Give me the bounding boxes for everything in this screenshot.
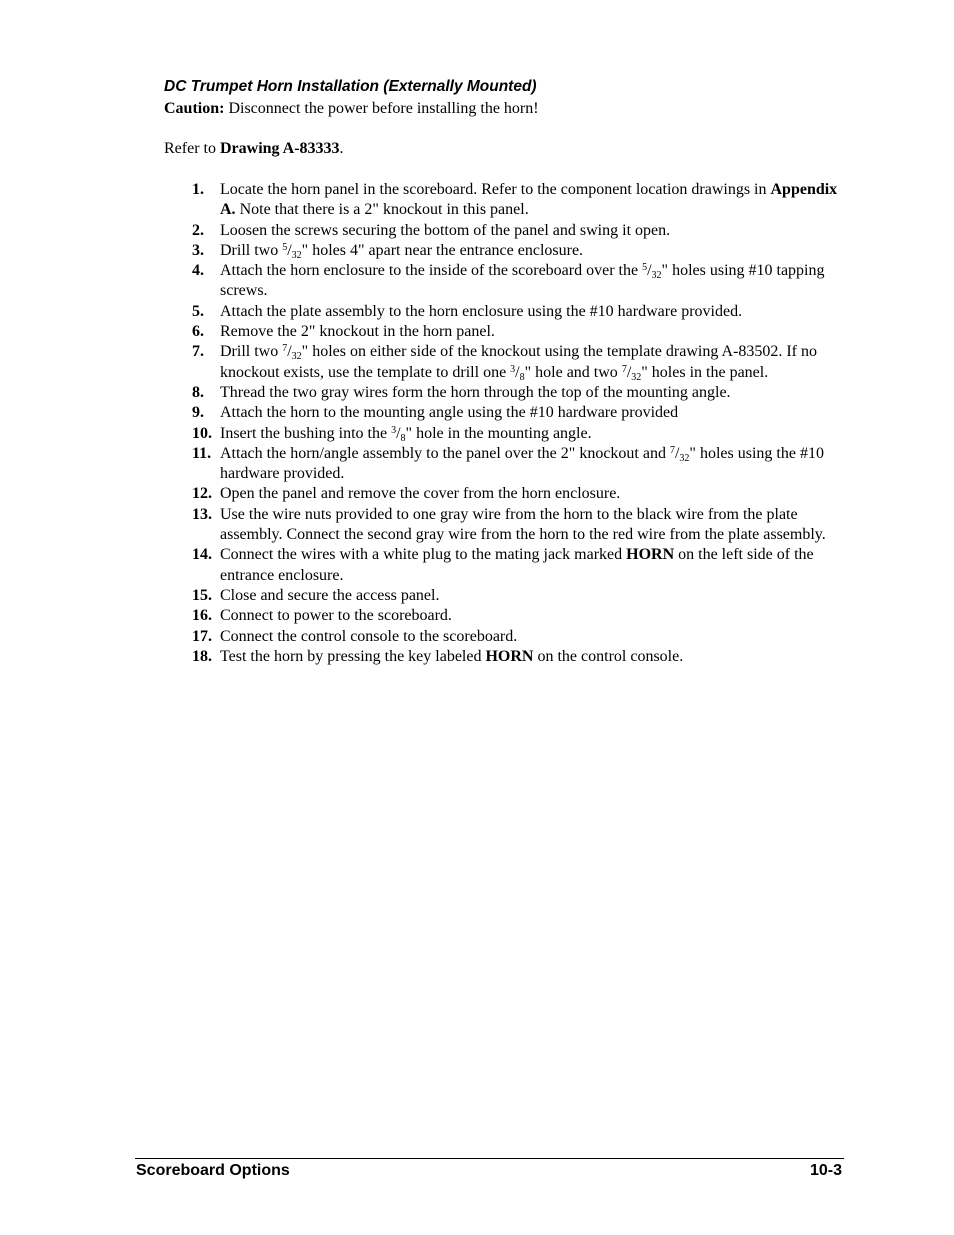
step-text: " holes 4" apart near the entrance enclosure. — [301, 241, 584, 259]
fraction-numerator: 3 — [510, 363, 516, 375]
step-text: Attach the horn/angle assembly to the panel over the 2" knockout and — [220, 444, 670, 462]
step-text: Thread the two gray wires form the horn through the top of the mounting angle. — [220, 383, 731, 401]
step-number: 14. — [192, 546, 212, 564]
step-text: / — [626, 363, 632, 381]
footer-page-number: 10-3 — [809, 1162, 842, 1179]
bold-term: HORN — [485, 647, 534, 665]
step-number: 9. — [192, 404, 204, 422]
fraction-numerator: 7 — [621, 363, 627, 375]
step-number: 11. — [192, 444, 212, 462]
step-number: 18. — [192, 647, 212, 665]
step-text: Remove the 2" knockout in the horn panel. — [220, 323, 495, 341]
footer-rule — [135, 1158, 844, 1159]
step-text: Loosen the screws securing the bottom of the panel and swing it open. — [220, 221, 671, 239]
step-text: " holes using #10 tapping screws. — [220, 262, 825, 300]
list-item — [164, 647, 844, 667]
list-item — [164, 383, 844, 403]
fraction-numerator: 7 — [282, 343, 288, 355]
step-text: / — [396, 424, 401, 442]
fraction-numerator: 5 — [642, 262, 648, 274]
step-number: 16. — [192, 607, 212, 625]
list-item — [164, 302, 844, 322]
fraction-denominator: 32 — [631, 371, 642, 383]
list-item — [164, 322, 844, 342]
list-item — [164, 424, 844, 444]
bold-term: Appendix A. — [220, 181, 838, 219]
list-item — [164, 180, 844, 221]
step-text: Close and secure the access panel. — [220, 586, 440, 604]
step-text: Connect the wires with a white plug to the mating jack marked — [220, 546, 627, 564]
step-text: Use the wire nuts provided to one gray wire from the horn to the black wire from the plate assembly. Connect the second gray wire from the horn to the red wire from the plate assembly. — [220, 505, 826, 544]
step-number: 12. — [192, 485, 212, 503]
step-text: Insert the bushing into the — [220, 424, 392, 442]
step-text: Connect to power to the scoreboard. — [220, 607, 452, 625]
list-item — [164, 606, 844, 626]
step-text: Drill two — [220, 241, 283, 259]
step-text: " holes in the panel. — [641, 363, 769, 381]
step-text: / — [287, 241, 292, 259]
step-number: 7. — [192, 343, 204, 361]
installation-steps — [164, 180, 844, 667]
step-text: / — [647, 262, 652, 280]
list-item — [164, 586, 844, 606]
bold-term: HORN — [626, 546, 675, 564]
list-item — [164, 545, 844, 586]
list-item — [164, 505, 844, 546]
step-text: / — [515, 363, 520, 381]
refer-prefix: Refer to — [164, 140, 220, 157]
step-text: Connect the control console to the scoreboard. — [220, 627, 518, 645]
step-number: 4. — [192, 262, 204, 280]
step-text: on the left side of the entrance enclosure. — [220, 546, 814, 584]
drawing-number: Drawing A-83333 — [219, 140, 340, 157]
fraction-denominator: 32 — [679, 452, 690, 464]
step-text: " holes on either side of the knockout using the template drawing A-83502. If no knockout exists, use the template to drill one — [220, 343, 817, 381]
step-number: 10. — [192, 424, 212, 442]
step-text: Attach the horn enclosure to the inside of the scoreboard over the — [220, 262, 643, 280]
drawing-reference — [164, 139, 344, 159]
list-item — [164, 261, 844, 302]
fraction-numerator: 3 — [391, 424, 397, 436]
step-text: / — [287, 343, 292, 361]
refer-suffix: . — [339, 140, 344, 157]
step-number: 17. — [192, 627, 212, 645]
footer-section-title: Scoreboard Options — [136, 1162, 290, 1179]
step-text: Drill two — [220, 343, 283, 361]
list-item — [164, 403, 844, 423]
step-text: / — [674, 444, 680, 462]
step-number: 3. — [192, 241, 204, 259]
fraction-denominator: 32 — [291, 249, 302, 261]
step-text: Attach the plate assembly to the horn enclosure using the #10 hardware provided. — [220, 302, 743, 320]
caution-note — [164, 99, 539, 119]
step-text: " holes using the #10 hardware provided. — [220, 444, 824, 483]
caution-text: Disconnect the power before installing the horn! — [224, 100, 539, 117]
step-text: Locate the horn panel in the scoreboard. Refer to the component location drawings in — [220, 181, 771, 198]
list-item — [164, 221, 844, 241]
step-number: 1. — [192, 181, 204, 198]
step-number: 15. — [192, 586, 212, 604]
list-item — [164, 627, 844, 647]
fraction-denominator: 8 — [400, 432, 406, 444]
section-heading: DC Trumpet Horn Installation (Externally Mounted) — [164, 78, 537, 95]
list-item — [164, 484, 844, 504]
fraction-denominator: 32 — [291, 351, 302, 363]
caution-label: Caution: — [164, 100, 225, 117]
step-text: Test the horn by pressing the key labeled — [220, 647, 486, 665]
step-number: 13. — [192, 505, 212, 523]
fraction-denominator: 8 — [519, 371, 525, 383]
list-item — [164, 241, 844, 261]
step-text: " hole in the mounting angle. — [405, 424, 592, 442]
list-item — [164, 342, 844, 383]
fraction-denominator: 32 — [651, 270, 662, 282]
step-number: 2. — [192, 221, 204, 239]
step-number: 8. — [192, 383, 204, 401]
fraction-numerator: 7 — [669, 444, 675, 456]
step-text: Attach the horn to the mounting angle using the #10 hardware provided — [220, 404, 679, 422]
step-text: on the control console. — [533, 647, 684, 665]
step-number: 5. — [192, 302, 204, 320]
list-item — [164, 444, 844, 485]
step-text: " hole and two — [524, 363, 622, 381]
fraction-numerator: 5 — [282, 241, 288, 253]
step-text: Note that there is a 2" knockout in this panel. — [235, 201, 529, 219]
step-number: 6. — [192, 323, 204, 341]
step-text: Open the panel and remove the cover from the horn enclosure. — [220, 485, 621, 503]
